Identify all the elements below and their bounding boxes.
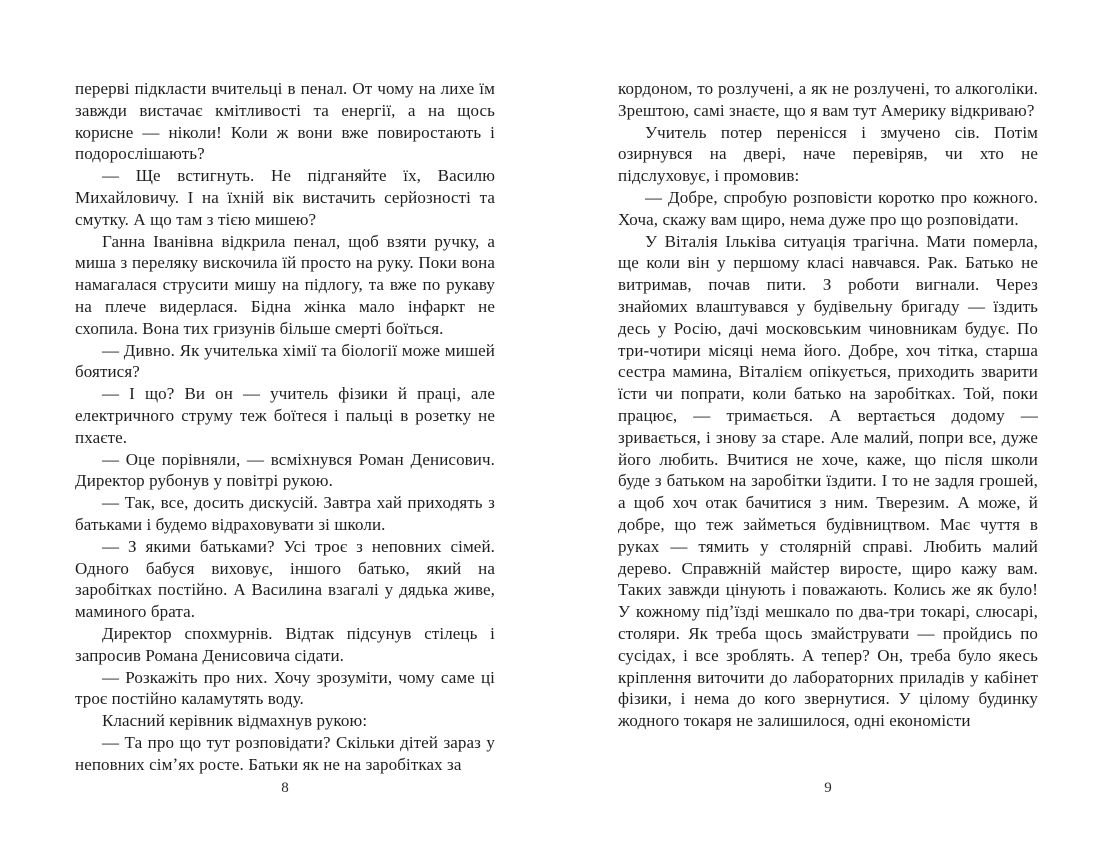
- paragraph: Директор спохмурнів. Відтак підсунув стілець і запросив Романа Денисовича сідати.: [75, 623, 495, 665]
- paragraph: — З якими батьками? Усі троє з неповних сімей. Одного бабуся виховує, іншого батько, який на заробітках постійно. А Василина взагалі у дядька живе, маминого брата.: [75, 536, 495, 622]
- paragraph: — Та про що тут розповідати? Скільки дітей зараз у неповних сімʼях росте. Батьки як не на заробітках за: [75, 732, 495, 774]
- paragraph: — Ще встигнуть. Не підганяйте їх, Василю Михайловичу. І на їхній вік вистачить серйозності та смутку. А що там з тією мишею?: [75, 166, 495, 229]
- book-page-left: [75, 78, 495, 776]
- paragraph: Ганна Іванівна відкрила пенал, щоб взяти ручку, а миша з переляку вискочила їй просто на руку. Поки вона намагалася струсити мишу на підлогу, та вже по рукаву на плече видерлася. Бідна жінка мало інфаркт не схопила. Вона тих гризунів більше смерті боїться.: [75, 231, 495, 338]
- paragraph: Класний керівник відмахнув рукою:: [102, 711, 368, 731]
- paragraph: — Так, все, досить дискусій. Завтра хай приходять з батьками і будемо відраховувати зі школи.: [75, 493, 495, 534]
- paragraph: — Дивно. Як учителька хімії та біології може мишей боятися?: [75, 340, 495, 382]
- page-number: 8: [281, 780, 289, 796]
- paragraph: — Добре, спробую розповісти коротко про кожного. Хоча, скажу вам щиро, нема дуже про що розповідати.: [618, 187, 1038, 229]
- paragraph: — І що? Ви он — учитель фізики й праці, але електричного струму теж боїтеся і пальці в розетку не пхаєте.: [75, 384, 495, 447]
- paragraph: кордоном, то розлучені, а як не розлучені, то алкоголіки. Зрештою, самі знаєте, що я вам тут Америку відкриваю?: [618, 79, 1038, 120]
- paragraph: — Розкажіть про них. Хочу зрозуміти, чому саме ці троє постійно каламутять воду.: [75, 667, 495, 709]
- paragraph: Учитель потер перенісся і змучено сів. Потім озирнувся на двері, наче перевіряв, чи хто не підслуховує, і промовив:: [618, 122, 1038, 186]
- book-page-right: [618, 78, 1038, 732]
- paragraph: — Оце порівняли, — всміхнувся Роман Денисович. Директор рубонув у повітрі рукою.: [75, 449, 495, 491]
- page-left-text: [75, 78, 495, 776]
- paragraph: У Віталія Ільківа ситуація трагічна. Мати померла, ще коли він у першому класі навчався. Рак. Батько не витримав, почав пити. З роботи вигнали. Через знайомих влаштувався у будівельну бригаду — їздить десь у Росію, дачі московським чиновникам будує. По три-чотири місяці нема його. Добре, хоч тітка, старша сестра мамина, Віталієм опікується, приходить зварити їсти чи попрати, коли батько на заробітках. Той, поки працює, — тримається. А вертається додому — зривається, і знову за старе. Але малий, попри все, дуже його любить. Вчитися не хоче, каже, що після школи буде з батьком на заробітки їздити. І то не задля грошей, а щоб хоч отак бачитися з ним. Тверезим. А може, й добре, що теж займеться будівництвом. Має чуття в руках — тямить у столярній справі. Любить малий дерево. Справжній майстер виросте, щиро кажу вам. Таких завжди цінують і поважають. Колись же як було! У кожному підʼїзді мешкало по два-три токарі, слюсарі, столяри. Як треба щось змайструвати — пройдись по сусідах, і все зроблять. А тепер? Он, треба було якесь кріплення виточити до лабораторних приладів у кабінет фізики, і нема до кого звернутися. У цілому будинку жодного токаря не залишилося, одні економісти: [618, 231, 1038, 731]
- paragraph: перерві підкласти вчительці в пенал. От чому на лихе їм завжди вистачає кмітливості та енергії, а на щось корисне — ніколи! Коли ж вони вже повиростають і подорослішають?: [75, 79, 495, 164]
- page-number: 9: [824, 780, 832, 796]
- page-right-text: [618, 78, 1038, 732]
